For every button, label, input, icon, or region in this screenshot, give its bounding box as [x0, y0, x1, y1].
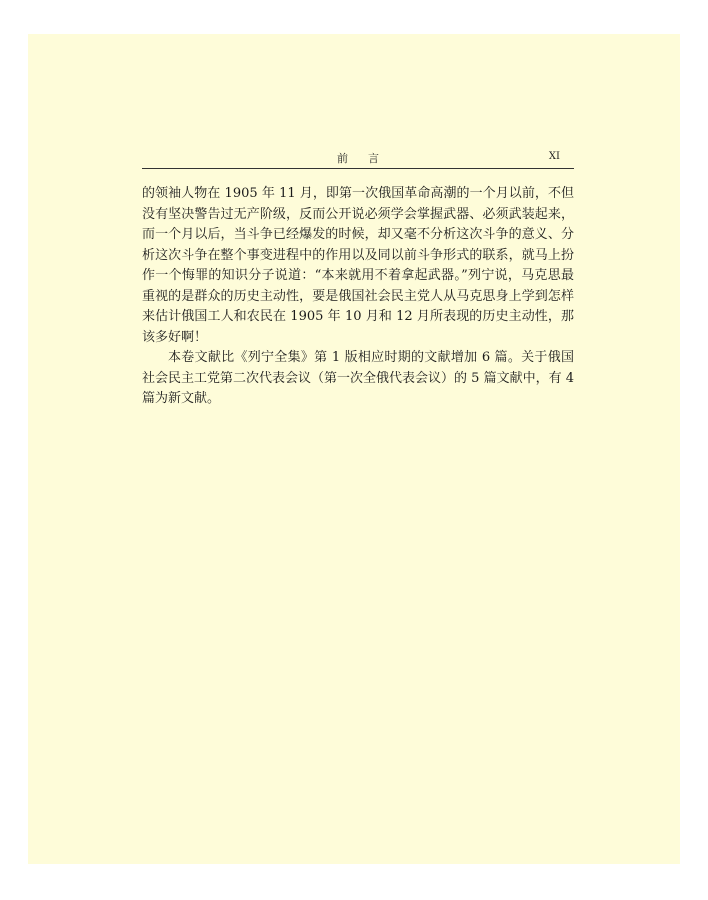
- paragraph-continued: 的领袖人物在 1905 年 11 月，即第一次俄国革命高潮的一个月以前，不但没有坚决警告过无产阶级，反而公开说必须学会掌握武器、必须武装起来，而一个月以后，当斗争已经爆发的时候，却又毫不分析这次斗争的意义、分析这次斗争在整个事变进程中的作用以及同以前斗争形式的联系，就马上扮作一个悔罪的知识分子说道：“本来就用不着拿起武器。”列宁说，马克思最重视的是群众的历史主动性，要是俄国社会民主党人从马克思身上学到怎样来估计俄国工人和农民在 1905 年 10 月和 12 月所表现的历史主动性，那该多好啊！: [142, 186, 574, 345]
- page-number: XI: [548, 151, 560, 162]
- body-text: [142, 184, 574, 410]
- paragraph-new: 本卷文献比《列宁全集》第 1 版相应时期的文献增加 6 篇。关于俄国社会民主工党第二次代表会议（第一次全俄代表会议）的 5 篇文献中，有 4 篇为新文献。: [142, 350, 574, 406]
- running-header: [142, 150, 574, 169]
- header-title: 前言: [337, 152, 399, 165]
